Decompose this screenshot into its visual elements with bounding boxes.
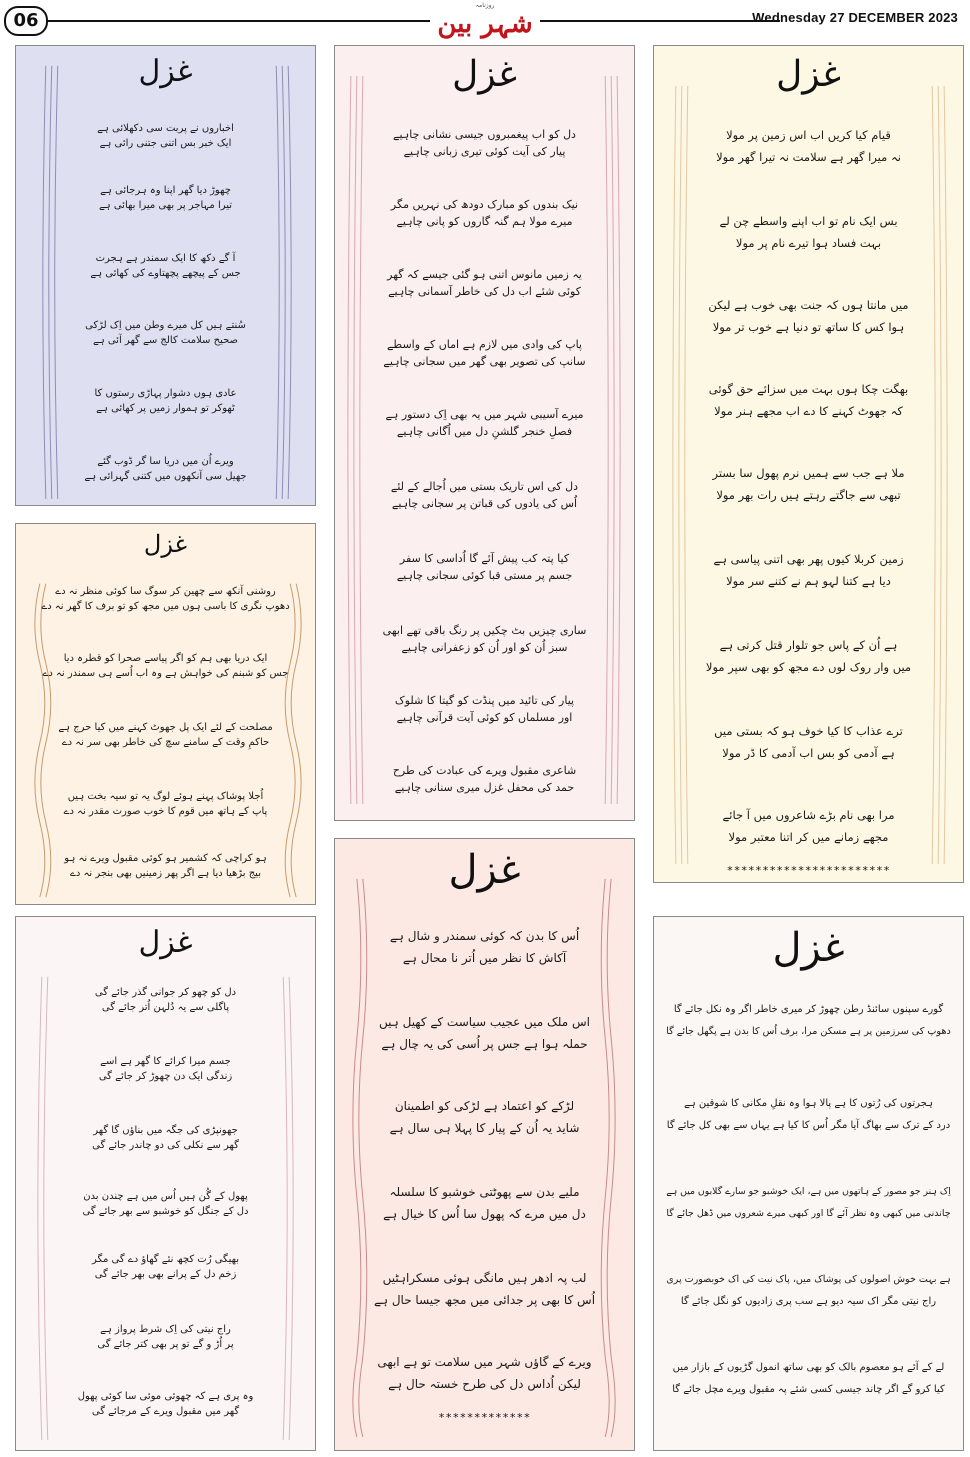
verse-line: اِک ہنر جو مصور کے ہاتھوں میں ہے، ایک خوشبو جو سارے گلابوں میں ہے <box>666 1186 951 1197</box>
verse-line: شاعری مقبول ویرے کی عبادت کی طرح <box>392 764 577 777</box>
stanza <box>16 985 315 1015</box>
verse-line: پر اُڑ و گے تو پر بھی کتر جائے گی <box>97 1339 234 1350</box>
verse-line: بہت فساد ہوا تیرے نام پر مولا <box>735 236 882 250</box>
verse-line: پاگلی سے یہ دُلہن اُتر جائے گی <box>101 1002 230 1013</box>
verse-line: سانپ کی تصویر بھی گھر میں سجانی چاہیے <box>383 355 586 368</box>
verse-line: گورے سپنوں سائنڈ رطن چھوڑ کر میری خاطر اگر وہ نکل جائے گا <box>673 1004 944 1015</box>
logo-text: شہر بین <box>437 9 533 39</box>
verse-line: بیج بڑھیا دیا ہے اگر پھر زمینیں بھی بنجر نہ دے <box>70 868 261 879</box>
verse-line: مصلحت کے لئے ایک پل جھوٹ کہنے میں کیا حرج ہے <box>58 722 273 733</box>
ghazal-panel-5 <box>15 916 316 1451</box>
verse-line: جس کو شبنم کی خواہش ہے وہ اب اُسے ہی سمندر نہ دے <box>42 668 289 679</box>
verse-line: مجھے زمانے میں کر اتنا معتبر مولا <box>728 830 889 844</box>
verse-line: دھوپ نگری کا باسی ہوں میں مجھ کو تو برف کا گھر نہ دے <box>41 601 290 612</box>
verse-line: میں مانتا ہوں کہ جنت بھی خوب ہے لیکن <box>708 298 909 312</box>
ghazal-panel-1 <box>15 45 316 506</box>
end-ornament: ************* <box>438 1411 531 1424</box>
verse-line: اُجلا پوشاک پہنے ہوئے لوگ یہ تو سیہ بخت ہیں <box>67 791 264 802</box>
verse-line: گھر سے نکلی کی دو چاندر جائے گی <box>92 1140 239 1151</box>
verse-line: دل کو چھو کر جوانی گذر جائے گی <box>94 987 237 998</box>
decorative-lines <box>16 524 315 904</box>
stanza <box>16 1252 315 1282</box>
stanza <box>654 999 963 1043</box>
verse-line: ہے اُن کے پاس جو تلوار قتل کرتی ہے <box>719 638 898 652</box>
verse-line: بس ایک نام تو اب اپنے واسطے چن لے <box>719 214 898 228</box>
verse-line: جھونپڑی کی جگہ میں بناؤں گا گھر <box>93 1125 238 1136</box>
issue-date: Wednesday 27 DECEMBER 2023 <box>752 10 958 25</box>
header-rule-right <box>540 20 780 22</box>
stanza <box>335 1181 634 1225</box>
stanza <box>654 294 963 338</box>
verse-line: بھیگی رُت کچھ نئے گھاؤ دے گی مگر <box>91 1254 239 1265</box>
ghazal-title: غزل <box>143 530 188 558</box>
ghazal-panel-6 <box>334 838 635 1451</box>
verse-line: روشنی آنکھ سے چھین کر سوگ سا کوئی منظر نہ دے <box>55 586 276 597</box>
stanza <box>335 692 634 726</box>
verse-line: ہوا کس کا ساتھ تو دنیا ہے خوب تر مولا <box>712 320 905 334</box>
stanza <box>16 251 315 281</box>
stanza <box>335 196 634 230</box>
verse-line: حمد کی محفل غزل میری سنانی چاہیے <box>394 781 575 794</box>
verse-line: چھوڑ دیا گھر اپنا وہ ہرجائی ہے <box>100 185 231 196</box>
verse-line: زخم دل کے پرانے بھی بھر جائے گی <box>94 1269 237 1280</box>
verse-line: دل میں مرے کہ پھول سا اُس کا خیال ہے <box>383 1207 586 1221</box>
verse-line: زمین کربلا کیوں پھر بھی اتنی پیاسی ہے <box>713 552 904 566</box>
stanza <box>16 454 315 484</box>
verse-line: نہ میرا گھر ہے سلامت نہ تیرا گھر مولا <box>716 150 901 164</box>
stanza <box>654 1357 963 1401</box>
verse-line: آکاش کا نظر میں اُتر نا محال ہے <box>402 951 567 965</box>
stanza <box>16 121 315 151</box>
verse-line: پاپ کے ہاتھ میں قوم کا خوب صورت مقدر نہ دے <box>63 806 268 817</box>
verse-line: کیا کرو گے اگر چاند جیسی کسی شئے پہ مقبول ویرے مچل جائے گا <box>672 1384 945 1395</box>
ghazal-title: غزل <box>776 54 841 95</box>
verse-line: ترے عذاب کا کیا خوف ہو کہ بستی میں <box>714 724 903 738</box>
stanza <box>16 720 315 750</box>
stanza <box>654 462 963 506</box>
verse-line: میں وار روک لوں دے مجھ کو بھی سپر مولا <box>705 660 912 674</box>
stanza <box>335 478 634 512</box>
verse-line: گھر میں مقبول ویرے کے مرجائے گی <box>91 1406 240 1417</box>
stanza <box>335 1351 634 1395</box>
stanza <box>335 762 634 796</box>
stanza <box>16 183 315 213</box>
header-rule-left <box>48 20 430 22</box>
verse-line: دیا ہے کتنا لہو ہم نے کتنے سر مولا <box>726 574 891 588</box>
verse-line: اخباروں نے پربت سی دکھلائی ہے <box>97 123 234 134</box>
verse-line: پیار کی آیت کوئی تیری زبانی چاہیے <box>403 145 566 158</box>
stanza <box>16 318 315 348</box>
verse-line: جھیل سی آنکھوں میں کتنی گہرائی ہے <box>84 471 247 482</box>
verse-line: پیار کی تائید میں پنڈت کو گیتا کا شلوک <box>394 694 575 707</box>
stanza <box>335 1011 634 1055</box>
verse-line: وہ پری ہے کہ چھوئی موئی سا کوئی پھول <box>77 1391 254 1402</box>
stanza <box>335 336 634 370</box>
verse-line: ٹھوکر تو ہموار زمیں پر کھائی ہے <box>96 403 235 414</box>
verse-line: جس کے پیچھے پچھتاوے کی کھائی ہے <box>90 268 241 279</box>
verse-line: فصلِ خنجر گلشنِ دل میں اُگانی چاہیے <box>396 425 573 438</box>
verse-line: میرے مولا ہم گنہ گاروں کو پانی چاہیے <box>396 215 573 228</box>
verse-line: پھول کے گُن ہیں اُس میں ہے چندن بدن <box>83 1191 248 1202</box>
stanza <box>654 378 963 422</box>
verse-line: دل کی اس تاریک بستی میں اُجالے کے لئے <box>390 480 579 493</box>
verse-line: بھگت چکا ہوں بہت میں سزائے حق گوئی <box>708 382 909 396</box>
verse-line: مرا بھی نام بڑے شاعروں میں آ جائے <box>722 808 895 822</box>
ghazal-panel-7 <box>653 916 964 1451</box>
stanza <box>654 1181 963 1225</box>
verse-line: اُس کی یادوں کی قباتن پر سجانی چاہیے <box>391 497 578 510</box>
stanza <box>654 634 963 678</box>
verse-line: ہجرتوں کی رُتوں کا ہے پالا ہوا وہ نقلِ مکانی کا شوقین ہے <box>684 1098 933 1109</box>
newspaper-header <box>0 0 970 40</box>
verse-line: زندگی ایک دن چھوڑ کر جائے گی <box>98 1071 233 1082</box>
logo-tagline: روزنامہ <box>475 2 495 9</box>
verse-line: درد کے ترک سے بھاگ آیا مگر اُس کا کیا ہے یہاں سے بھی کل جائے گا <box>666 1120 951 1131</box>
verse-line: ایک خبر بس اتنی جتنی رائی ہے <box>99 138 232 149</box>
stanza <box>335 1095 634 1139</box>
stanza <box>16 851 315 881</box>
verse-line: لیکن اُداس دل کی طرح خستہ حال ہے <box>388 1377 581 1391</box>
page-number: 06 <box>4 6 48 36</box>
stanza <box>16 1389 315 1419</box>
stanza <box>335 266 634 300</box>
verse-line: یہ زمیں مانوس اتنی ہو گئی جیسے کہ گھر <box>387 268 582 281</box>
stanza <box>16 584 315 614</box>
verse-line: کوئی شئے اب دل کی خاطر آسمانی چاہیے <box>388 285 581 298</box>
stanza <box>654 124 963 168</box>
verse-line: اُس کا بدن کہ کوئی سمندر و شال ہے <box>389 929 580 943</box>
ghazal-panel-2 <box>334 45 635 821</box>
stanza <box>335 925 634 969</box>
verse-line: دھوپ کی سرزمین پر ہے مسکن مرا، برف اُس کا بدن ہے پگھل جائے گا <box>666 1026 951 1037</box>
ghazal-title: غزل <box>138 54 193 89</box>
verse-line: ہے بہت خوش اصولوں کی پوشاک میں، پاک نیت کی اک خوبصورت پری <box>666 1274 951 1285</box>
verse-line: نیک بندوں کو مبارک دودھ کی نہریں مگر <box>390 198 579 211</box>
verse-line: میرے آسیبی شہر میں یہ بھی اِک دستور ہے <box>385 408 584 421</box>
verse-line: ویرے کے گاؤں شہر میں سلامت تو ہے ابھی <box>377 1355 592 1369</box>
verse-line: حملہ ہوا ہے جس پر اُسی کی یہ چال ہے <box>381 1037 588 1051</box>
stanza <box>335 1267 634 1311</box>
masthead-logo <box>436 2 534 40</box>
verse-line: سبز اُن کو اور اُن کو زعفرانی چاہیے <box>401 641 568 654</box>
end-ornament: *********************** <box>726 864 891 877</box>
stanza <box>335 126 634 160</box>
stanza <box>654 1093 963 1137</box>
verse-line: چاندنی میں کبھی وہ نظر آئے گا اور کبھی میرے شعروں میں ڈھل جائے گا <box>666 1208 951 1219</box>
verse-line: لب پہ ادھر ہیں مانگی ہوئی مسکراہٹیں <box>382 1271 587 1285</box>
verse-line: دل کے جنگل کو خوشبو سے بھر جائے گی <box>82 1206 249 1217</box>
verse-line: ملا ہے جب سے ہمیں نرم پھول سا بستر <box>712 466 905 480</box>
verse-line: سُنتے ہیں کل میرے وطن میں اِک لڑکی <box>85 320 246 331</box>
verse-line: پاپ کی وادی میں لازم ہے اماں کے واسطے <box>386 338 582 351</box>
stanza <box>16 789 315 819</box>
stanza <box>16 1322 315 1352</box>
stanza <box>16 651 315 681</box>
stanza <box>335 622 634 656</box>
verse-line: لڑکے کو اعتماد ہے لڑکی کو اطمینان <box>394 1099 575 1113</box>
verse-line: صحیح سلامت کالج سے گھر آئی ہے <box>92 335 239 346</box>
ghazal-title: غزل <box>138 925 193 960</box>
stanza <box>335 406 634 440</box>
stanza <box>16 1054 315 1084</box>
stanza <box>16 1189 315 1219</box>
verse-line: تبھی سے جاگتے رہتے ہیں رات بھر مولا <box>716 488 901 502</box>
verse-line: کہ جھوٹ کہنے کا دے اب مجھے ہنر مولا <box>714 404 903 418</box>
verse-line: ملیے بدن سے پھوٹتی خوشبو کا سلسلہ <box>389 1185 580 1199</box>
ghazal-panel-3 <box>653 45 964 883</box>
verse-line: ہے آدمی کو بس اب آدمی کا ڈر مولا <box>722 746 895 760</box>
verse-line: جسم پر مستی قبا کوئی سجانی چاہیے <box>396 569 573 582</box>
verse-line: تیرا مہاجر پر بھی میرا بھائی ہے <box>98 200 233 211</box>
verse-line: ایک دریا بھی ہم کو اگر پیاسے صحرا کو قطرہ دیا <box>63 653 268 664</box>
stanza <box>654 720 963 764</box>
verse-line: حاکمِ وقت کے سامنے سچ کی خاطر بھی سر نہ دے <box>61 737 270 748</box>
verse-line: راج نیتی مگر اک سیہ دیو ہے سب پری زادیوں کو نگل جائے گا <box>680 1296 937 1307</box>
stanza <box>335 550 634 584</box>
ghazal-title: غزل <box>772 925 845 971</box>
ghazal-title: غزل <box>452 54 517 95</box>
verse-line: عادی ہوں دشوار پہاڑی رستوں کا <box>94 388 237 399</box>
verse-line: جسم میرا کرائے کا گھر ہے اسے <box>100 1056 231 1067</box>
verse-line: شاید یہ اُن کے پیار کا پہلا ہی سال ہے <box>389 1121 580 1135</box>
verse-line: دل کو اب پیغمبروں جیسی نشانی چاہیے <box>393 128 576 141</box>
verse-line: آ گے دکھ کا ایک سمندر ہے ہجرت <box>95 253 236 264</box>
verse-line: ہو کراچی کہ کشمیر ہو کوئی مقبول ویرے نہ ہو <box>64 853 267 864</box>
verse-line: لے کے آئے ہو معصوم بالک کو بھی ساتھ انمول گڑیوں کے بازار میں <box>672 1362 945 1373</box>
stanza <box>16 386 315 416</box>
verse-line: ساری چیزیں بٹ چکیں پر رنگ باقی تھے ابھی <box>382 624 587 637</box>
verse-line: قیام کیا کریں اب اس زمین پر مولا <box>726 128 891 142</box>
verse-line: اُس کا بھی پر جدائی میں مجھ جیسا حال ہے <box>373 1293 596 1307</box>
verse-line: ویرے اُن میں دریا سا گر ڈوب گئے <box>97 456 234 467</box>
verse-line: کیا پتہ کب پیش آئے گا اُداسی کا سفر <box>399 552 570 565</box>
ghazal-title: غزل <box>448 847 521 893</box>
stanza <box>16 1123 315 1153</box>
ghazal-panel-4 <box>15 523 316 905</box>
verse-line: اور مسلماں کو کوئی آیت قرآنی چاہیے <box>396 711 573 724</box>
verse-line: اس ملک میں عجیب سیاست کے کھیل ہیں <box>379 1015 590 1029</box>
stanza <box>654 804 963 848</box>
stanza <box>654 548 963 592</box>
verse-line: راج نیتی کی اِک شرط پرواز ہے <box>100 1324 231 1335</box>
stanza <box>654 1269 963 1313</box>
stanza <box>654 210 963 254</box>
